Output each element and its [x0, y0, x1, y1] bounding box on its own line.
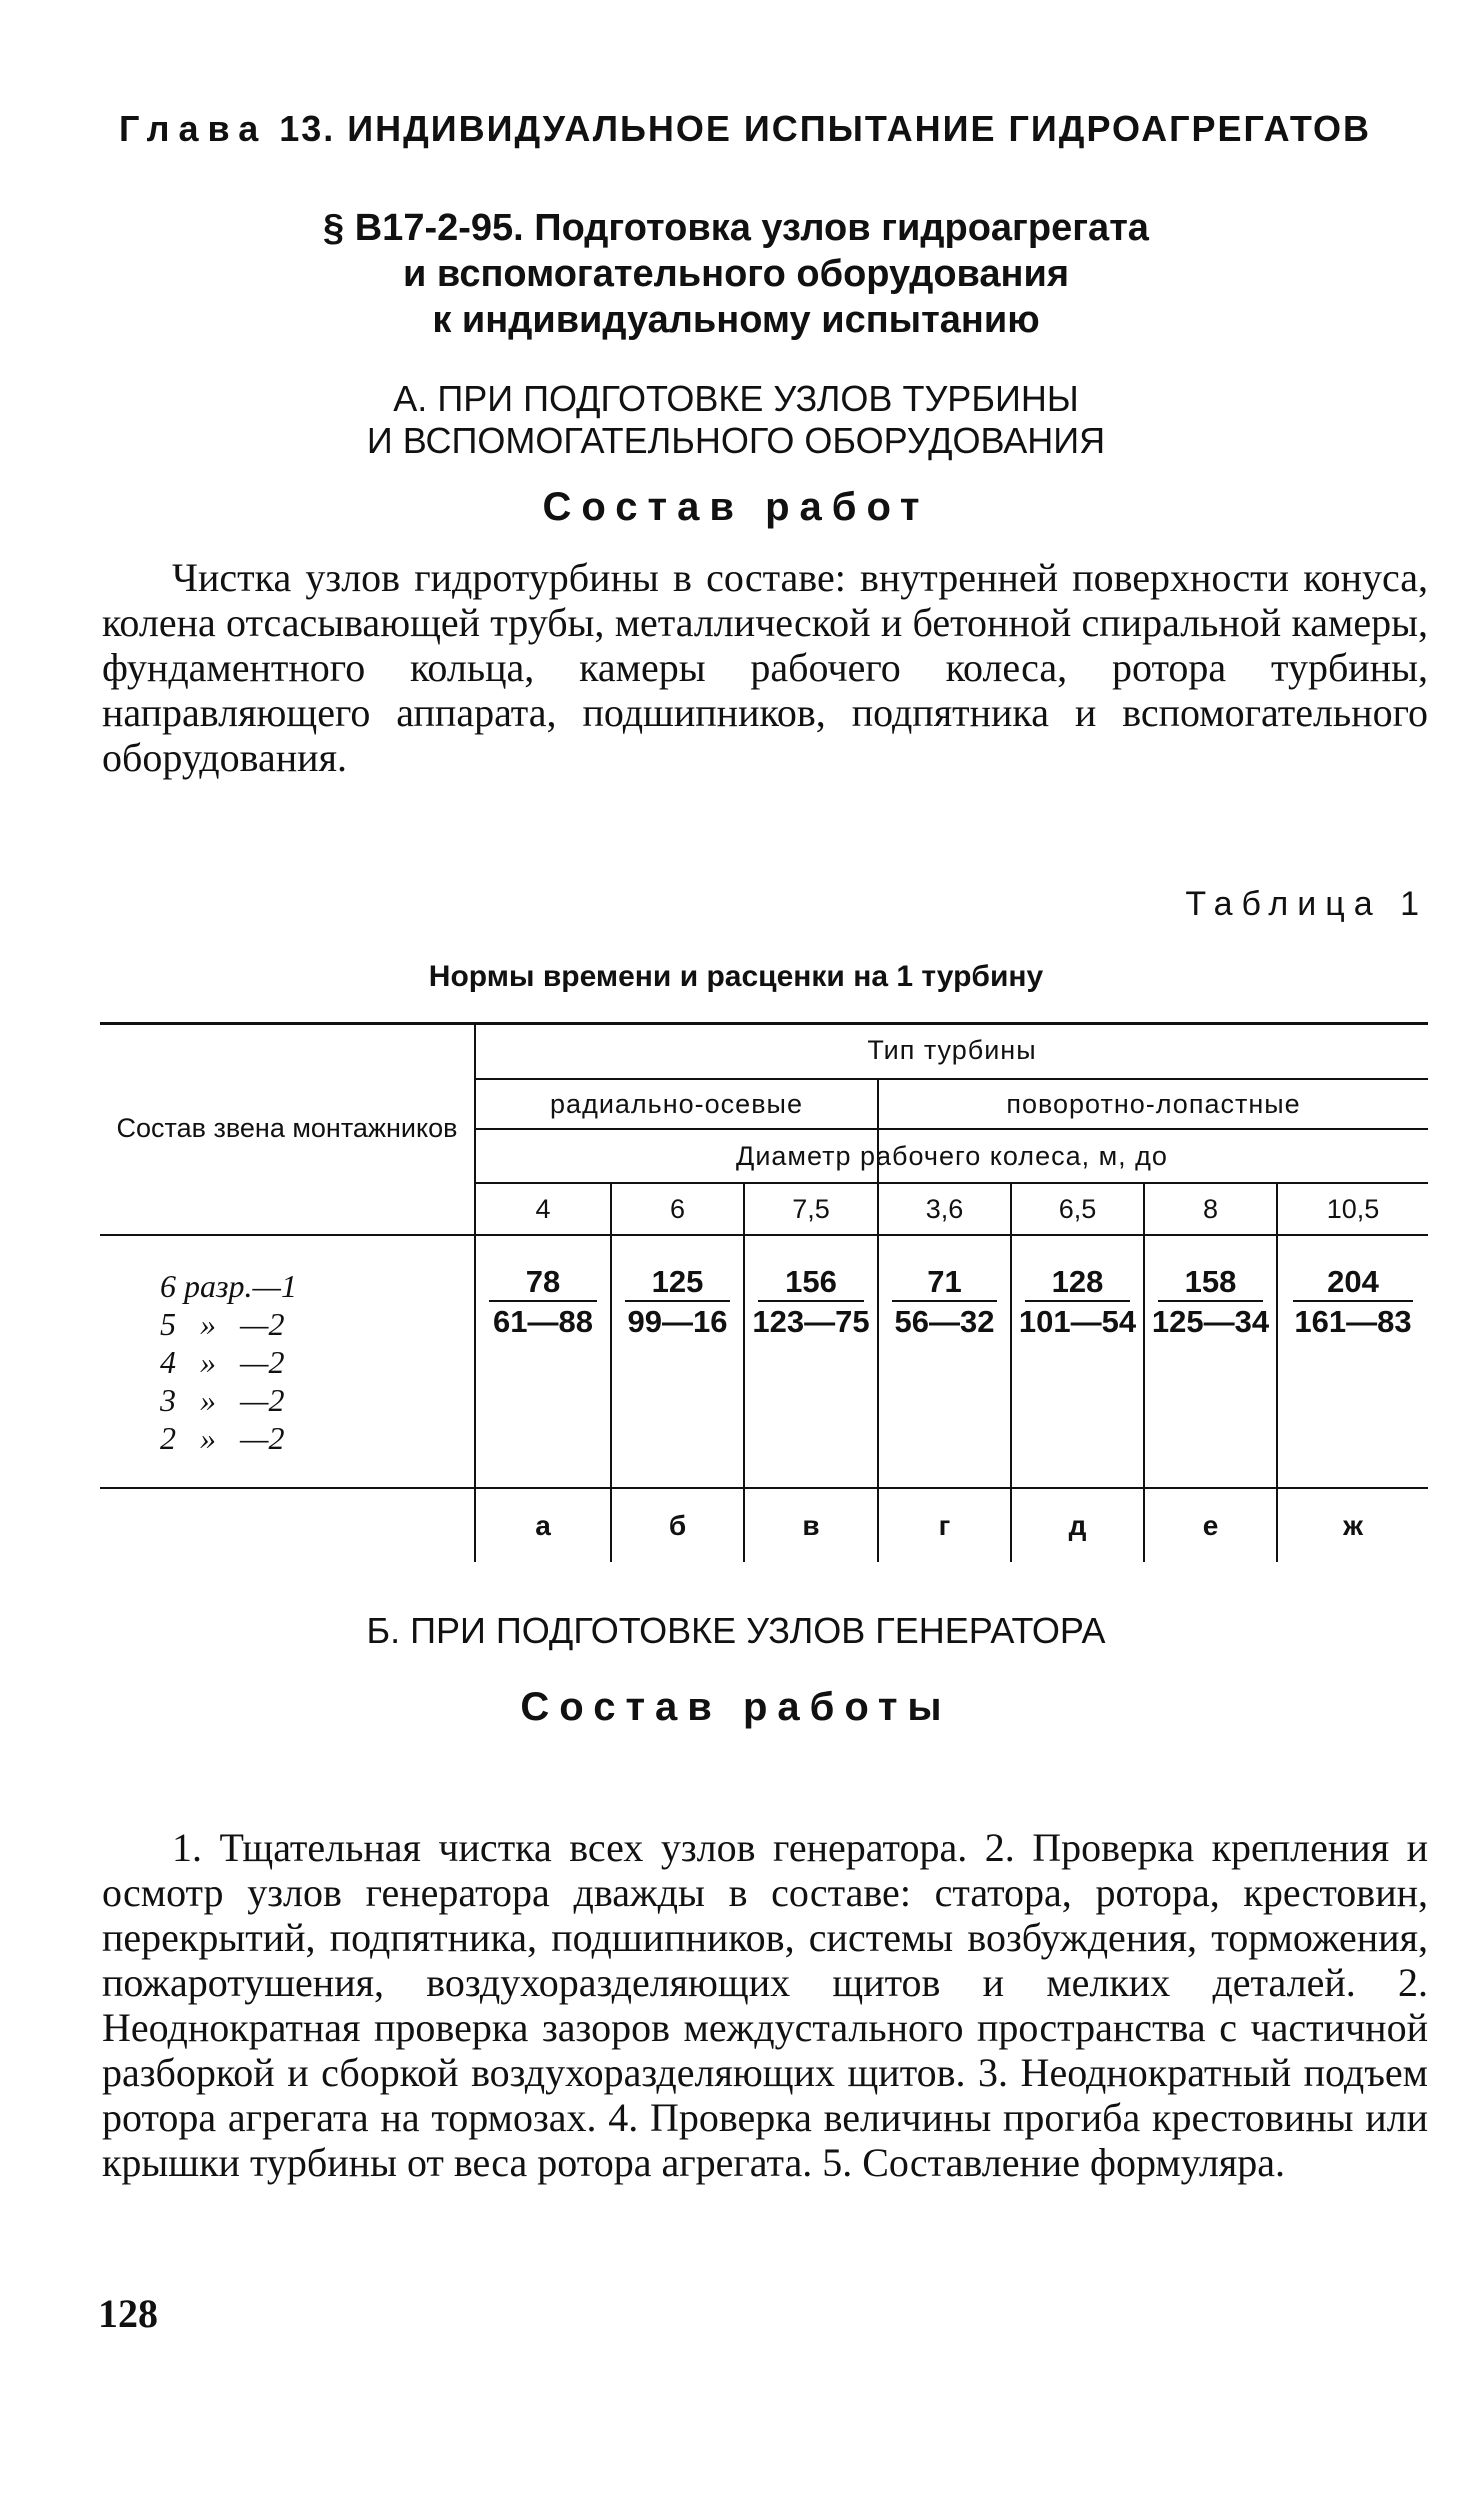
part-a-line2: И ВСПОМОГАТЕЛЬНОГО ОБОРУДОВАНИЯ — [366, 420, 1106, 461]
diameter-cell: 6 — [669, 1193, 686, 1224]
column-letter: ж — [1343, 1509, 1363, 1541]
crew-row: 4 » —2 — [160, 1344, 285, 1380]
column-letter: д — [1068, 1509, 1087, 1541]
norm-rate-cell — [1145, 1264, 1276, 1342]
norms-table — [100, 1022, 1428, 1562]
time-norm: 78 — [525, 1264, 561, 1299]
diameter-cell: 4 — [535, 1193, 551, 1224]
norm-rate-cell — [745, 1264, 877, 1342]
crew-row: 5 » —2 — [160, 1306, 285, 1342]
crew-row: 6 разр.—1 — [160, 1268, 297, 1304]
column-letter: г — [938, 1509, 951, 1541]
table-label: Таблица 1 — [1185, 885, 1428, 923]
part-a-composition-heading: Состав работ — [542, 485, 930, 529]
section-title-line1: § В17-2-95. Подготовка узлов гидроагрегата — [323, 207, 1149, 249]
column-letter: б — [668, 1509, 687, 1541]
part-a-heading — [100, 378, 1372, 462]
rate: 61—88 — [493, 1304, 593, 1339]
crew-header: Состав звена монтажников — [116, 1113, 458, 1143]
crew-row: 3 » —2 — [160, 1382, 285, 1418]
table-rule-header-bottom — [100, 1234, 1428, 1236]
column-letter: е — [1202, 1509, 1219, 1541]
rate: 99—16 — [627, 1304, 728, 1339]
section-title-line3: к индивидуальному испытанию — [432, 299, 1040, 341]
part-b-composition-heading: Состав работы — [520, 1685, 952, 1729]
diameter-cell: 8 — [1202, 1193, 1219, 1224]
diameter-cell: 10,5 — [1326, 1193, 1380, 1224]
column-letter: а — [535, 1509, 551, 1541]
rate: 123—75 — [752, 1304, 870, 1339]
part-a-text: Чистка узлов гидротурбины в составе: внутренней поверхности конуса, колена отсасывающей трубы, металлической и бетонной спиральной камеры, фундаментного кольца, камеры рабочего колеса, ротора турбины, направляющего аппарата, подшипников, подпятника и вспомогательного оборудования. — [102, 555, 1428, 780]
crew-list — [160, 1267, 360, 1457]
chapter-header — [100, 108, 1390, 150]
time-norm: 71 — [927, 1264, 962, 1299]
table-caption: Нормы времени и расценки на 1 турбину — [428, 960, 1044, 993]
norm-rate-cell — [612, 1264, 743, 1342]
chapter-prefix: Глава — [119, 108, 268, 149]
norm-rate-cell — [1278, 1264, 1428, 1342]
diameter-cell: 3,6 — [925, 1193, 964, 1224]
time-norm: 204 — [1327, 1264, 1379, 1299]
time-norm: 156 — [785, 1264, 837, 1299]
rate: 125—34 — [1151, 1304, 1270, 1339]
group-rotary-blade: поворотно-лопастные — [1006, 1088, 1301, 1119]
crew-row: 2 » —2 — [160, 1420, 285, 1456]
part-a-line1: А. ПРИ ПОДГОТОВКЕ УЗЛОВ ТУРБИНЫ — [393, 378, 1079, 419]
type-header: Тип турбины — [867, 1034, 1037, 1065]
norm-rate-cell — [476, 1264, 610, 1342]
part-b-text: 1. Тщательная чистка всех узлов генератора. 2. Проверка крепления и осмотр узлов генератора дважды в составе: статора, ротора, крестовин, перекрытий, подпятника, подшипников, системы возбуждения, торможения, пожаротушения, воздухоразделяющих щитов и мелких деталей. 2. Неоднократная проверка зазоров междустального пространства с частичной разборкой и сборкой воздухоразделяющих щитов. 3. Неоднократный подъем ротора агрегата на тормозах. 4. Проверка величины прогиба крестовины или крышки турбины от веса ротора агрегата. 5. Составление формуляра. — [102, 1825, 1428, 2185]
rate: 101—54 — [1018, 1304, 1137, 1339]
time-norm: 158 — [1184, 1264, 1237, 1299]
column-letter: в — [802, 1509, 820, 1541]
time-norm: 125 — [651, 1264, 704, 1299]
part-b-heading: Б. ПРИ ПОДГОТОВКЕ УЗЛОВ ГЕНЕРАТОРА — [366, 1610, 1106, 1651]
diameter-header: Диаметр рабочего колеса, м, до — [736, 1140, 1168, 1171]
diameter-cell: 6,5 — [1058, 1193, 1097, 1224]
norm-rate-cell — [1012, 1264, 1143, 1342]
time-norm: 128 — [1051, 1264, 1104, 1299]
group-radial-axial: радиально-осевые — [550, 1088, 803, 1119]
section-title — [100, 205, 1372, 343]
chapter-title: 13. ИНДИВИДУАЛЬНОЕ ИСПЫТАНИЕ ГИДРОАГРЕГАТОВ — [279, 108, 1371, 149]
rate: 56—32 — [894, 1304, 995, 1339]
page-number: 128 — [98, 2291, 158, 2336]
section-title-line2: и вспомогательного оборудования — [402, 253, 1070, 295]
rate: 161—83 — [1294, 1304, 1412, 1339]
diameter-cell: 7,5 — [792, 1193, 830, 1224]
norm-rate-cell — [879, 1264, 1010, 1342]
